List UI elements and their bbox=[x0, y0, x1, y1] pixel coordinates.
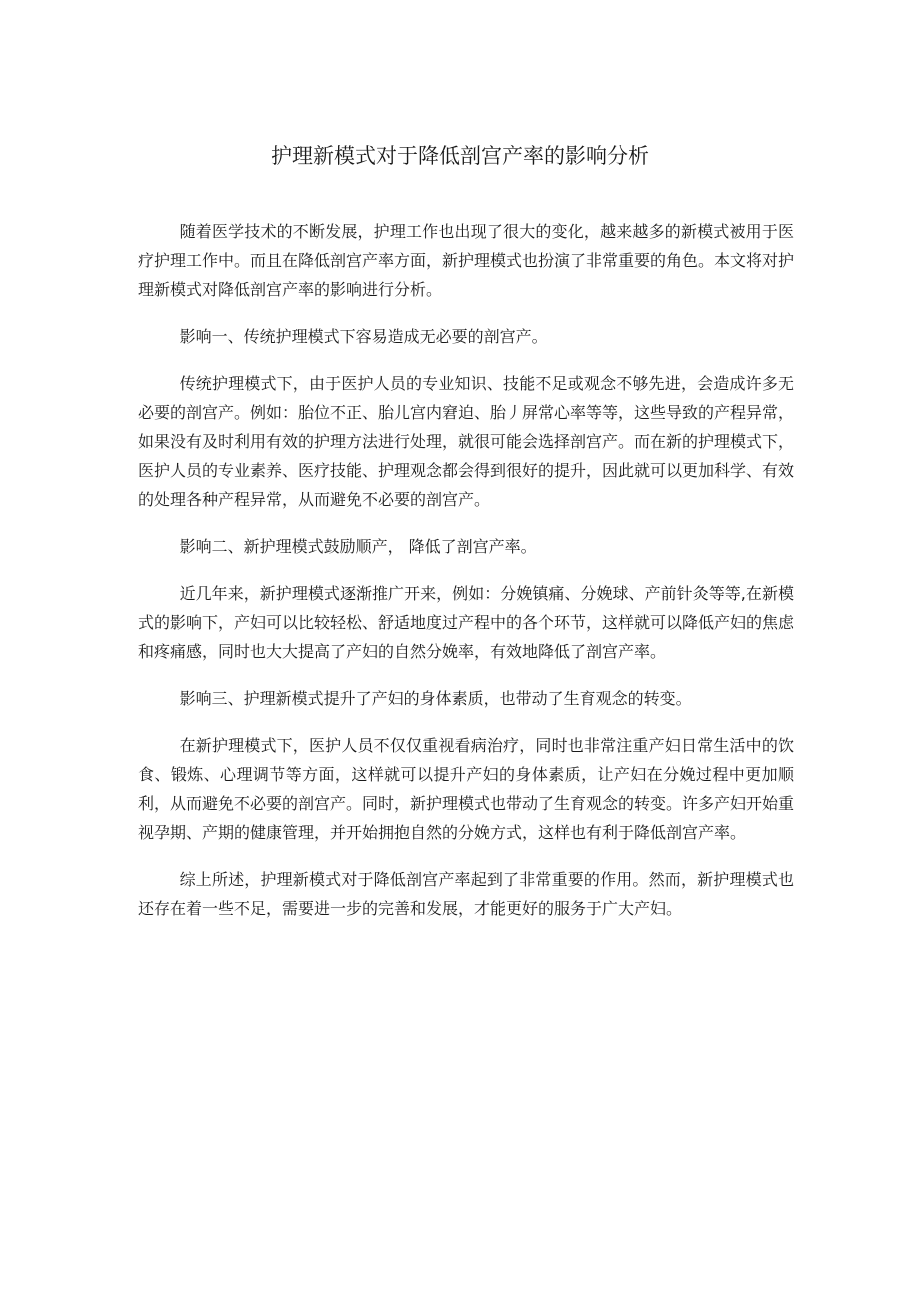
section-heading-1: 影响一、传统护理模式下容易造成无必要的剖宫产。 bbox=[179, 327, 548, 346]
section-heading-3: 影响三、护理新模式提升了产妇的身体素质，也带动了生育观念的转变。 bbox=[179, 689, 692, 708]
section-paragraph-2: 近几年来，新护理模式逐渐推广开来，例如：分娩镇痛、分娩球、产前针灸等等,在新模式的影响下，产妇可以比较轻松、舒适地度过产程中的各个环节，这样就可以降低产妇的焦虑和疼痛感，同时也大大提高了产妇的自然分娩率，有效地降低了剖宫产率。 bbox=[138, 584, 795, 661]
conclusion-paragraph: 综上所述，护理新模式对于降低剖宫产率起到了非常重要的作用。然而，新护理模式也还存在着一些不足，需要进一步的完善和发展，才能更好的服务于广大产妇。 bbox=[138, 870, 794, 918]
section-paragraph-1: 传统护理模式下，由于医护人员的专业知识、技能不足或观念不够先进，会造成许多无必要的剖宫产。例如：胎位不正、胎儿宫内窘迫、胎丿屏常心率等等，这些导致的产程异常，如果没有及时利用有效的护理方法进行处理，就很可能会选择剖宫产。而在新的护理模式下，医护人员的专业素养、医疗技能、护理观念都会得到很好的提升，因此就可以更加科学、有效的处理各种产程异常，从而避免不必要的剖宫产。 bbox=[138, 374, 795, 509]
document-title: 护理新模式对于降低剖宫产率的影响分析 bbox=[271, 144, 649, 168]
section-paragraph-3: 在新护理模式下，医护人员不仅仅重视看病治疗，同时也非常注重产妇日常生活中的饮食、锻炼、心理调节等方面，这样就可以提升产妇的身体素质，让产妇在分娩过程中更加顺利，从而避免不必要的剖宫产。同时，新护理模式也带动了生育观念的转变。许多产妇开始重视孕期、产期的健康管理，并开始拥抱自然的分娩方式，这样也有利于降低剖宫产率。 bbox=[138, 736, 795, 842]
document-body bbox=[138, 217, 794, 941]
intro-paragraph: 随着医学技术的不断发展，护理工作也出现了很大的变化，越来越多的新模式被用于医疗护理工作中。而且在降低剖宫产率方面，新护理模式也扮演了非常重要的角色。本文将对护理新模式对降低剖宫产率的影响进行分析。 bbox=[138, 222, 795, 299]
section-heading-2: 影响二、新护理模式鼓励顺产， 降低了剖宫产率。 bbox=[179, 537, 537, 556]
